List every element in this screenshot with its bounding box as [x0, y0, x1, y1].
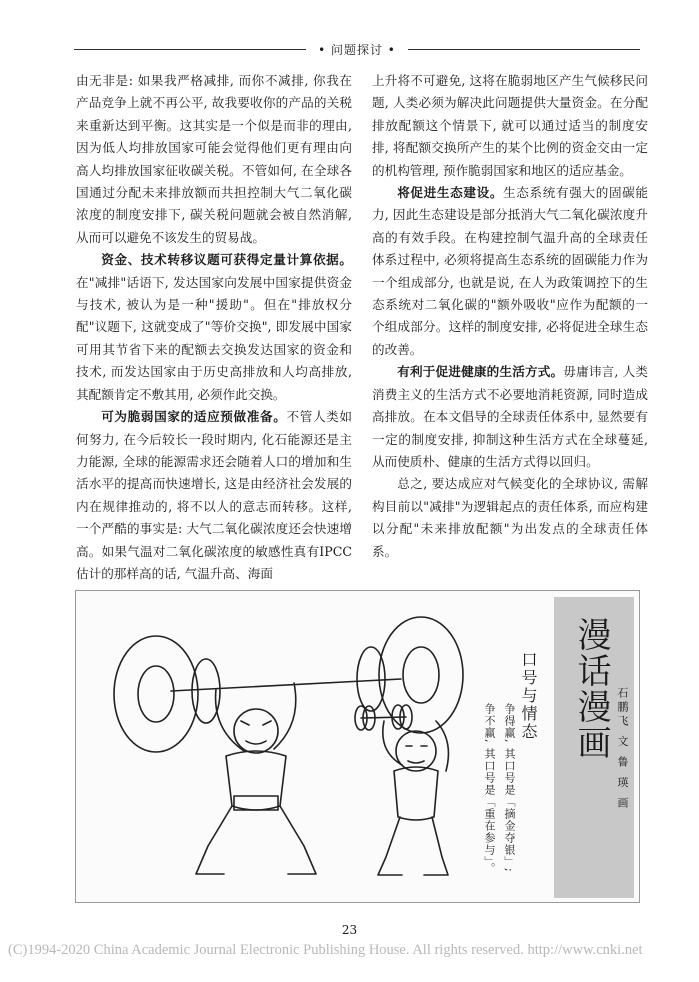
- right-paragraph-2: [372, 182, 648, 361]
- left-paragraph-3-body: 不管人类如何努力, 在今后较长一段时期内, 化石能源还是主力能源, 全球的能源需求还会随着人口的增加和生活水平的提高而快速增长, 这是由经济社会发展的内在规律推动的, 将不以人的意志而转移。这样, 一个严酷的事实是: 大气二氧化碳浓度还会快速增高。如果气温对二氧化碳浓度的敏感性真有IPCC估计的那样高的话, 气温升高、海面: [76, 409, 352, 581]
- right-paragraph-2-body: 生态系统有强大的固碳能力, 因此生态建设是部分抵消大气二氧化碳浓度升高的有效手段。在构建控制气温升高的全球责任体系过程中, 必须将提高生态系统的固碳能力作为一个组成部分, 也就是说, 在人为政策调控下的生态系统对二氧化碳的"额外吸收"应作为配额的一个组成部分。这样的制度安排, 必将促进全球生态的改善。: [372, 185, 648, 357]
- left-column: [76, 70, 352, 585]
- right-paragraph-1: 上升将不可避免, 这将在脆弱地区产生气候移民问题, 人类必须为解决此问题提供大量资金。在分配排放配额这个情景下, 就可以通过适当的制度安排, 将配额交换所产生的某个比例的资金交由一定的机构管理, 预作脆弱国家和地区的适应基金。: [372, 73, 648, 178]
- big-lifter-torso: [226, 751, 286, 810]
- cartoon-credit: 石鹏飞 文 鲁 瑛 画: [616, 687, 629, 811]
- left-paragraph-1: 由无非是: 如果我严格减排, 而你不减排, 你我在产品竞争上就不再公平, 故我要收你的产品的关税来重新达到平衡。这其实是一个似是而非的理由, 因为低人均排放国家可能会觉得他们更有理由向高人均排放国家征收碳关税。不管如何, 在全球各国通过分配未来排放额而共担控制大气二氧化碳浓度的制度安排下, 碳关税问题就会被自然消解, 从而可以避免不该发生的贸易战。: [76, 73, 352, 245]
- big-lifter-head: [234, 709, 278, 753]
- big-plate-left: [114, 636, 198, 752]
- heading-lifestyle: 有利于促进健康的生活方式。: [397, 364, 564, 380]
- right-paragraph-4: 总之, 要达成应对气候变化的全球协议, 需解构目前以"减排"为逻辑起点的责任体系, 而应构建以分配"未来排放配额"为出发点的全球责任体系。: [372, 476, 648, 559]
- header-rule-left: [74, 49, 306, 50]
- cartoon-column-title: 漫话漫画: [571, 617, 611, 761]
- weightlifters-illustration: [76, 591, 546, 904]
- heading-funding-technology: 资金、技术转移议题可获得定量计算依据。: [101, 252, 352, 268]
- right-paragraph-3-body: 毋庸讳言, 人类消费主义的生活方式不必要地消耗资源, 同时造成高排放。在本文倡导的全球责任体系中, 显然要有一定的制度安排, 抑制这种生活方式在全球蔓延, 从而使质朴、健康的生活方式得以回归。: [372, 364, 648, 469]
- section-title: • 问题探讨 •: [318, 43, 396, 57]
- big-lifter-legs: [196, 806, 316, 874]
- page-header: [74, 40, 640, 60]
- heading-ecology: 将促进生态建设。: [397, 185, 504, 201]
- left-paragraph-2: [76, 249, 352, 406]
- cartoon-caption-line-2: 争不赢, 其口号是「重在参与」。: [483, 703, 496, 875]
- cartoon-title-panel: [554, 597, 634, 898]
- heading-adaptation: 可为脆弱国家的适应预做准备。: [101, 409, 287, 425]
- header-rule-right: [408, 49, 640, 50]
- small-lifter-torso: [394, 767, 438, 820]
- left-paragraph-2-body: 在"减排"话语下, 发达国家向发展中国家提供资金与技术, 被认为是一种"援助"。但在"排放权分配"议题下, 这就变成了"等价交换", 即发展中国家可用其节省下来的配额去交换发达国家的资金和技术, 而发达国家由于历史高排放和人均高排放, 其配额肯定不敷其用, 必须作此交换。: [76, 274, 352, 402]
- right-paragraph-3: [372, 361, 648, 473]
- right-column: [372, 70, 648, 563]
- small-lifter-legs: [378, 817, 448, 875]
- big-barbell-bar: [171, 679, 401, 691]
- cartoon-caption-title: 口号与情态: [519, 651, 538, 741]
- page-number: 23: [341, 923, 358, 937]
- big-lifter-arms: [216, 683, 296, 751]
- cartoon-box: [75, 590, 640, 903]
- copyright-footer: (C)1994-2020 China Academic Journal Electronic Publishing House. All rights reserved. http://www.cnki.net: [8, 942, 643, 958]
- left-paragraph-3: [76, 406, 352, 585]
- cartoon-caption-line-1: 争得赢, 其口号是「摘金夺银」;: [503, 703, 516, 873]
